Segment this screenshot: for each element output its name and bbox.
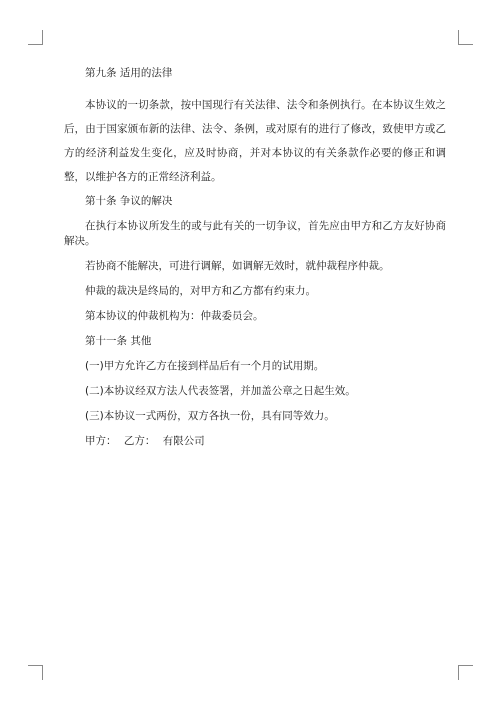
signature-line bbox=[64, 434, 446, 449]
company-label: 有限公司 bbox=[162, 435, 205, 447]
article-10-clause-4: 第本协议的仲裁机构为：仲裁委员会。 bbox=[85, 310, 264, 322]
article-10-clause-1: 在执行本协议所发生的或与此有关的一切争议，首先应由甲方和乙方友好协商解决。 bbox=[64, 220, 446, 247]
article-11-item-3: (三)本协议一式两份，双方各执一份，具有同等效力。 bbox=[85, 410, 335, 422]
crop-mark-top-left bbox=[28, 30, 43, 45]
article-11-item-1: (一)甲方允许乙方在接到样品后有一个月的试用期。 bbox=[85, 360, 325, 372]
article-9-heading: 第九条 适用的法律 bbox=[85, 67, 173, 79]
article-10-heading: 第十条 争议的解决 bbox=[85, 195, 173, 207]
article-10-clause-3: 仲裁的裁决是终局的，对甲方和乙方都有约束力。 bbox=[85, 285, 316, 297]
article-11-heading: 第十一条 其他 bbox=[85, 335, 152, 347]
article-9-body: 本协议的一切条款，按中国现行有关法律、法令和条例执行。在本协议生效之后，由于国家颁布新的法律、法令、条例，或对原有的进行了修改，致使甲方或乙方的经济利益发生变化，应及时协商，并对本协议的有关条款作必要的修正和调整，以维护各方的正常经济利益。 bbox=[64, 99, 446, 183]
article-11-item-2: (二)本协议经双方法人代表签署，并加盖公章之日起生效。 bbox=[85, 385, 356, 397]
crop-mark-top-right bbox=[458, 30, 473, 45]
crop-mark-bottom-right bbox=[458, 665, 473, 680]
article-10-clause-2: 若协商不能解决，可进行调解，如调解无效时，就仲裁程序仲裁。 bbox=[85, 260, 390, 272]
crop-mark-bottom-left bbox=[28, 665, 43, 680]
document-body bbox=[64, 66, 446, 459]
party-a-label: 甲方： bbox=[85, 435, 117, 447]
party-b-label: 乙方： bbox=[123, 435, 156, 447]
